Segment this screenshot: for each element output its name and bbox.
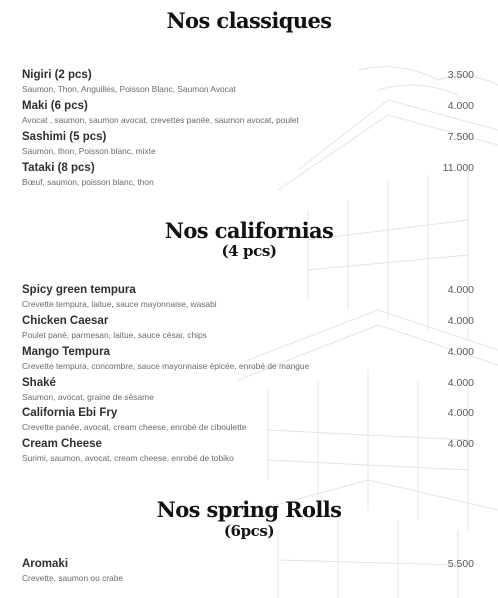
menu-item-mango-tempura	[22, 345, 476, 372]
item-name: Chicken Caesar	[22, 315, 109, 327]
item-name: California Ebi Fry	[22, 407, 118, 419]
item-name: Nigiri (2 pcs)	[22, 69, 92, 81]
section-subtitle-spring-rolls: (6pcs)	[223, 522, 275, 540]
menu-item-tataki	[22, 161, 476, 188]
section-title-spring-rolls: Nos spring Rolls	[156, 497, 342, 522]
item-description: Crevette, saumon ou crabe	[22, 573, 124, 583]
item-description: Surimi, saumon, avocat, cream cheese, enrobé de tobiko	[22, 453, 234, 463]
item-price: 7.500	[447, 131, 474, 143]
item-price: 4.000	[447, 407, 474, 419]
item-description: Bœuf, saumon, poisson blanc, thon	[22, 177, 154, 187]
menu-item-spicy-green-tempura	[22, 283, 476, 310]
item-description: Saumon, thon, Poisson blanc, mixte	[22, 146, 156, 156]
item-description: Avocat , saumon, saumon avocat, crevettes panée, saumon avocat, poulet	[22, 115, 299, 125]
item-description: Crevette tempura, concombre, sauce mayonnaise épicée, enrobé de mangue	[22, 361, 310, 371]
menu-item-aromaki	[22, 557, 476, 584]
section-subtitle-californias: (4 pcs)	[221, 242, 277, 260]
item-price: 4.000	[447, 438, 474, 450]
item-price: 4.000	[447, 100, 474, 112]
item-price: 4.000	[447, 346, 474, 358]
item-name: Sashimi (5 pcs)	[22, 131, 107, 143]
menu-item-cream-cheese	[22, 437, 476, 464]
item-name: Tataki (8 pcs)	[22, 162, 95, 174]
menu-item-california-ebi-fry	[22, 406, 476, 433]
item-price: 11.000	[442, 162, 474, 174]
item-description: Saumon, Thon, Anguilles, Poisson Blanc, Saumon Avocat	[22, 84, 236, 94]
item-name: Maki (6 pcs)	[22, 100, 88, 112]
item-price: 4.000	[447, 377, 474, 389]
item-name: Spicy green tempura	[22, 284, 136, 296]
menu-item-shake	[22, 376, 476, 403]
item-name: Mango Tempura	[22, 346, 110, 358]
item-description: Crevette tempura, laitue, sauce mayonnaise, wasabi	[22, 299, 217, 309]
item-name: Aromaki	[22, 558, 69, 570]
item-price: 4.000	[447, 315, 474, 327]
item-description: Poulet pané, parmesan, laitue, sauce césar, chips	[22, 330, 207, 340]
menu-item-chicken-caesar	[22, 314, 476, 341]
item-name: Cream Cheese	[22, 438, 102, 450]
section-title-classiques: Nos classiques	[166, 8, 332, 33]
menu-item-nigiri	[22, 68, 476, 95]
item-description: Crevette panée, avocat, cream cheese, enrobé de ciboulette	[22, 422, 247, 432]
item-price: 5.500	[447, 558, 474, 570]
section-title-californias: Nos californias	[164, 218, 334, 243]
item-name: Shaké	[22, 377, 56, 389]
item-description: Saumon, avocat, graine de sésame	[22, 392, 154, 402]
menu-item-sashimi	[22, 130, 476, 157]
item-price: 4.000	[447, 284, 474, 296]
menu-item-maki	[22, 99, 476, 126]
item-price: 3.500	[447, 69, 474, 81]
